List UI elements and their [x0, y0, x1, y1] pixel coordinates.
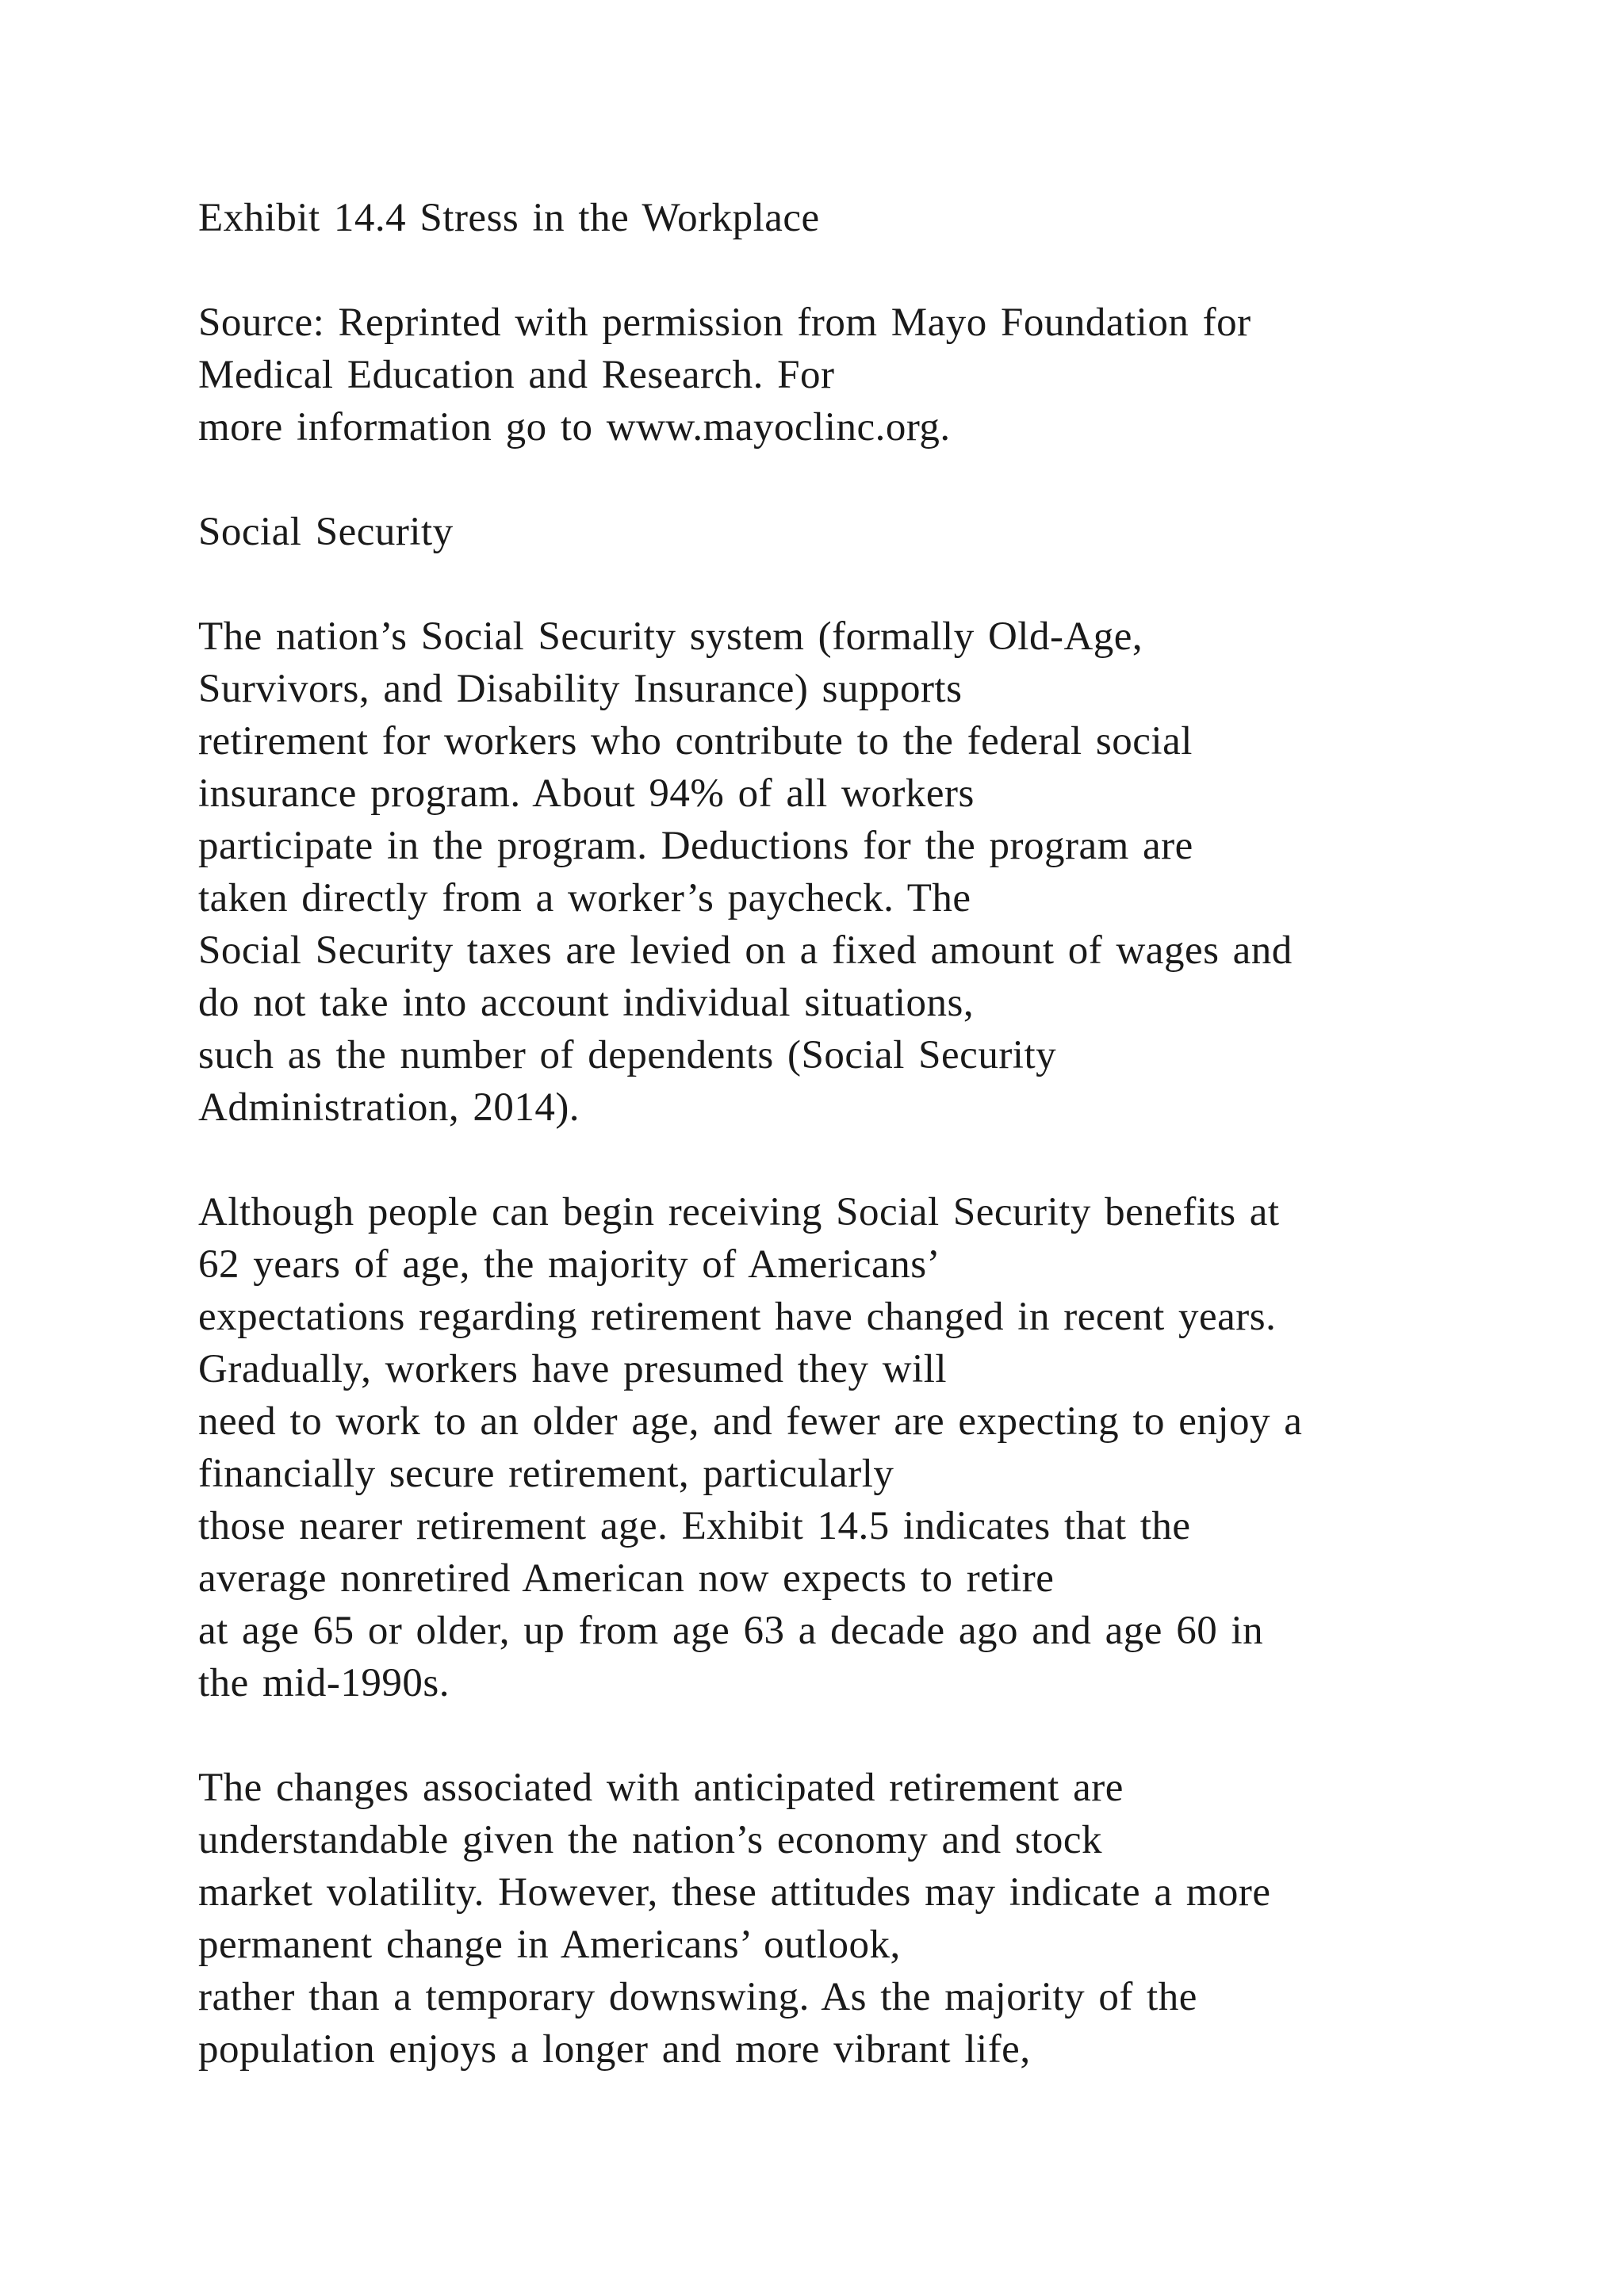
source-line: Source: Reprinted with permission from Mayo Foundation for	[198, 300, 1251, 345]
paragraph-line: market volatility. However, these attitudes may indicate a more	[198, 1870, 1271, 1915]
source-line: Medical Education and Research. For	[198, 353, 835, 397]
paragraph-line: understandable given the nation’s economy and stock	[198, 1818, 1103, 1862]
paragraph-line: do not take into account individual situations,	[198, 981, 975, 1025]
paragraph-line: retirement for workers who contribute to the federal social	[198, 719, 1193, 763]
paragraph-line: population enjoys a longer and more vibrant life,	[198, 2027, 1031, 2072]
paragraph-line: The changes associated with anticipated retirement are	[198, 1766, 1124, 1810]
paragraph-gap	[198, 1134, 1546, 1186]
paragraph-line: The nation’s Social Security system (formally Old-Age,	[198, 614, 1143, 659]
paragraph-line: expectations regarding retirement have changed in recent years.	[198, 1295, 1277, 1339]
paragraph-gap	[198, 1709, 1546, 1762]
paragraph-gap	[198, 558, 1546, 610]
paragraph-1	[198, 610, 1546, 1134]
paragraph-line: 62 years of age, the majority of Americans’	[198, 1242, 941, 1287]
document-text	[198, 192, 1546, 2076]
source-note	[198, 297, 1546, 453]
paragraph-line: such as the number of dependents (Social Security	[198, 1033, 1057, 1077]
paragraph-line: rather than a temporary downswing. As the majority of the	[198, 1975, 1197, 2019]
paragraph-line: Gradually, workers have presumed they will	[198, 1347, 948, 1391]
paragraph-line: average nonretired American now expects to retire	[198, 1556, 1055, 1601]
paragraph-line: Survivors, and Disability Insurance) supports	[198, 667, 963, 711]
paragraph-line: financially secure retirement, particularly	[198, 1452, 894, 1496]
paragraph-gap	[198, 244, 1546, 297]
paragraph-line: permanent change in Americans’ outlook,	[198, 1923, 901, 1967]
paragraph-line: Social Security taxes are levied on a fixed amount of wages and	[198, 928, 1293, 973]
paragraph-line: Although people can begin receiving Social Security benefits at	[198, 1190, 1280, 1234]
paragraph-line: taken directly from a worker’s paycheck. The	[198, 876, 971, 920]
paragraph-line: those nearer retirement age. Exhibit 14.5 indicates that the	[198, 1504, 1191, 1548]
paragraph-line: insurance program. About 94% of all workers	[198, 771, 975, 816]
paragraph-3	[198, 1762, 1546, 2076]
paragraph-line: at age 65 or older, up from age 63 a decade ago and age 60 in	[198, 1609, 1264, 1653]
paragraph-2	[198, 1186, 1546, 1709]
source-line: more information go to www.mayoclinc.org.	[198, 405, 951, 450]
paragraph-line: Administration, 2014).	[198, 1085, 580, 1130]
paragraph-line: participate in the program. Deductions for the program are	[198, 824, 1193, 868]
section-heading: Social Security	[198, 510, 454, 554]
paragraph-gap	[198, 453, 1546, 506]
paragraph-line: the mid-1990s.	[198, 1661, 450, 1705]
exhibit-caption: Exhibit 14.4 Stress in the Workplace	[198, 196, 820, 240]
paragraph-line: need to work to an older age, and fewer are expecting to enjoy a	[198, 1399, 1303, 1444]
